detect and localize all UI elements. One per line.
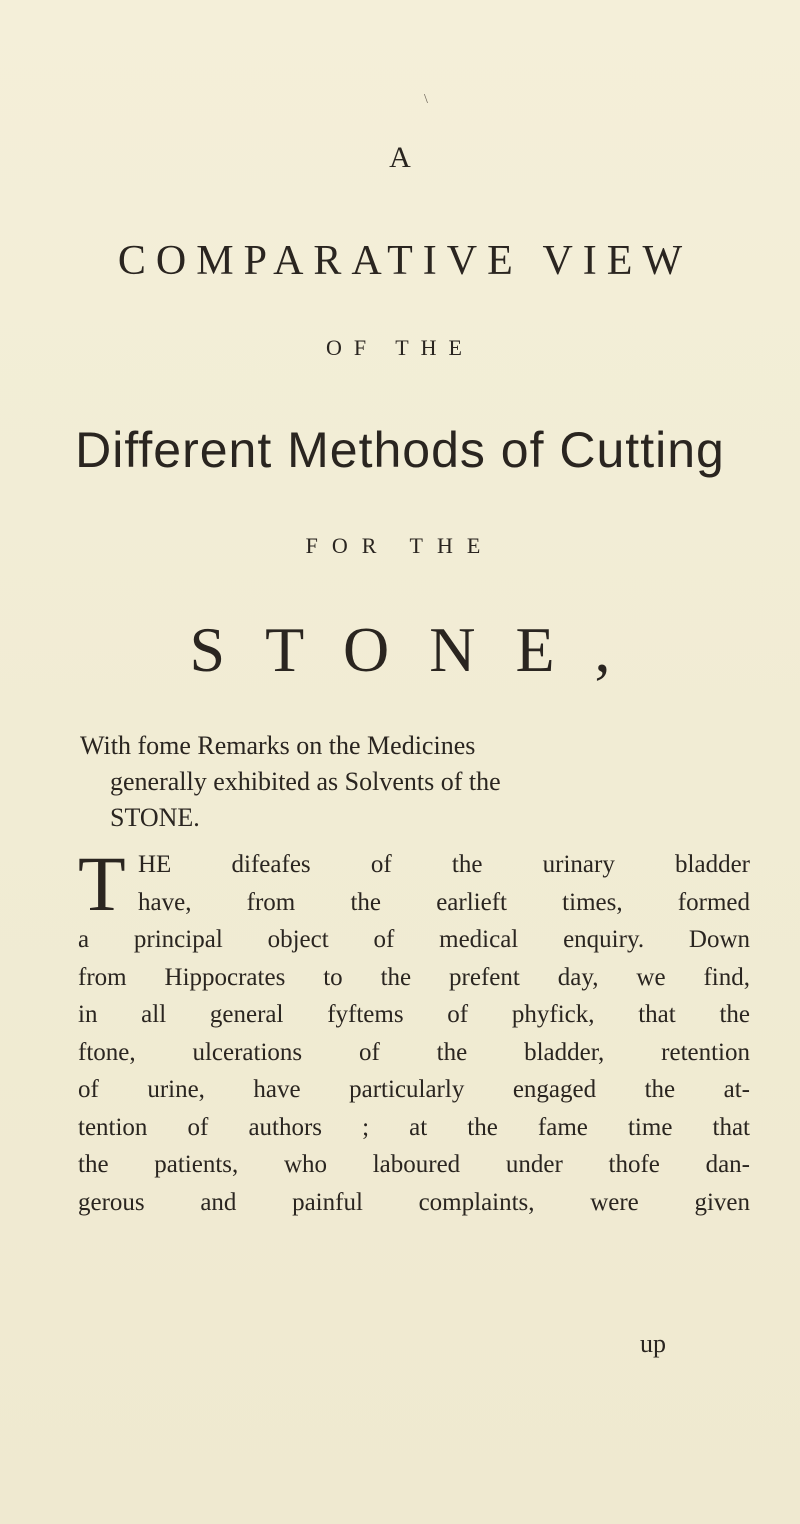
title-for-the: FOR THE — [305, 533, 495, 558]
body-line: a principal object of medical enquiry. Down — [78, 926, 750, 953]
subtitle-line: STONE. — [110, 803, 200, 832]
title-article: A — [389, 141, 411, 174]
body-line: in all general fyftems of phyfick, that the — [78, 1001, 750, 1028]
body-line: from Hippocrates to the prefent day, we find, — [78, 963, 750, 991]
body-text — [78, 840, 750, 1221]
subtitle-line: With fome Remarks on the Medicines — [80, 731, 476, 760]
body-line: ftone, ulcerations of the bladder, retention — [78, 1038, 750, 1066]
body-line: have, from the earlieft times, formed — [138, 888, 750, 916]
title-stone: STONE, — [189, 614, 651, 685]
title-comparative-view: COMPARATIVE VIEW — [117, 238, 693, 284]
body-line: tention of authors ; at the fame time that — [78, 1113, 750, 1141]
stray-mark: \ — [424, 92, 428, 107]
body-line: HE difeafes of the urinary bladder — [138, 851, 750, 878]
drop-cap: T — [78, 840, 126, 927]
subtitle-line: generally exhibited as Solvents of the — [110, 767, 501, 796]
subtitle — [80, 728, 750, 836]
title-of-the: OF THE — [326, 335, 474, 360]
body-line: of urine, have particularly engaged the at- — [78, 1076, 750, 1103]
catchword: up — [640, 1329, 666, 1358]
body-line: gerous and painful complaints, were given — [78, 1188, 750, 1216]
body-line: the patients, who laboured under thofe dan- — [78, 1151, 750, 1178]
title-methods: Different Methods of Cutting — [75, 422, 725, 478]
